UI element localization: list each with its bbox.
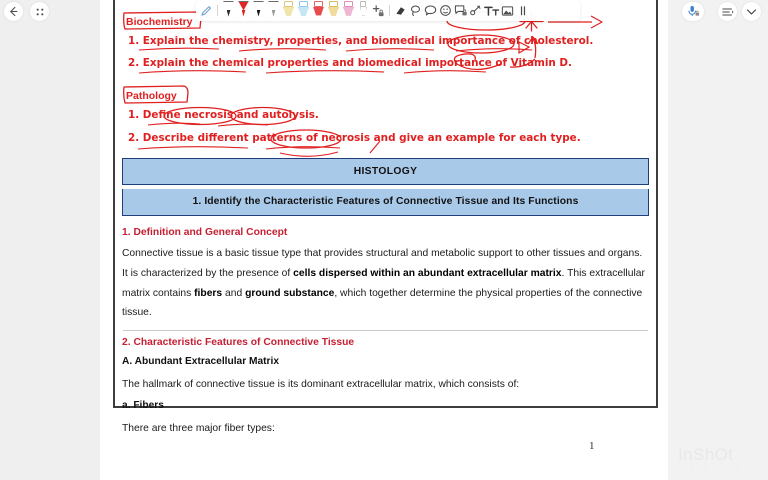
text-tt-icon xyxy=(484,5,500,17)
emphasis-text: fibers xyxy=(194,287,223,299)
section-2-line-fibers: There are three major fiber types: xyxy=(122,422,275,434)
grid-menu-icon xyxy=(35,7,45,17)
handwritten-path-item-2 xyxy=(128,132,649,144)
microphone-button[interactable] xyxy=(682,2,704,21)
image-button[interactable] xyxy=(500,1,515,21)
handwritten-text: 1. Define necrosis and autolysis. xyxy=(128,109,319,121)
pen-tool[interactable] xyxy=(199,1,214,21)
add-tool-button[interactable] xyxy=(371,1,386,21)
link-button[interactable] xyxy=(468,1,483,21)
document-frame xyxy=(113,0,658,434)
right-side-panel xyxy=(668,0,768,480)
drawing-toolbar[interactable] xyxy=(196,0,580,21)
chevron-down-icon xyxy=(746,8,757,16)
plus-lock-icon xyxy=(372,4,385,18)
eraser-button[interactable] xyxy=(393,1,408,21)
handwritten-biochem-item-2 xyxy=(128,57,649,69)
note-lock-icon xyxy=(454,4,468,17)
grid-menu-button[interactable] xyxy=(30,2,49,21)
note-lock-button[interactable] xyxy=(453,1,468,21)
highlighter-gold-tool[interactable] xyxy=(326,1,341,21)
microphone-lock-icon xyxy=(686,5,701,18)
section-2-sub-fibers: a. Fibers xyxy=(122,399,164,411)
handwritten-path-item-1 xyxy=(128,109,649,121)
smiley-button[interactable] xyxy=(438,1,453,21)
pause-icon xyxy=(518,5,528,17)
list-view-button[interactable] xyxy=(718,2,737,21)
list-view-icon xyxy=(722,7,734,17)
toolbar-divider-2 xyxy=(389,5,390,16)
back-arrow-icon xyxy=(8,6,19,17)
handwritten-text: 2. Describe different patterns of necrosis and give an example for each type. xyxy=(128,132,581,144)
highlighter-red-tool[interactable] xyxy=(311,1,326,21)
pencil-icon xyxy=(200,4,213,17)
highlighter-blue-tool[interactable] xyxy=(296,1,311,21)
pen-grey-tool[interactable] xyxy=(266,1,281,21)
highlighter-extra-tool[interactable] xyxy=(356,1,371,21)
smiley-icon xyxy=(439,4,452,17)
pause-button[interactable] xyxy=(515,1,530,21)
pen-black-tool[interactable] xyxy=(221,1,236,21)
lasso-icon xyxy=(409,4,422,17)
inshot-watermark-subtitle: V I D E O E D I T O R xyxy=(690,463,764,475)
toolbar-divider xyxy=(217,5,218,16)
page-number: 1 xyxy=(589,440,595,452)
body-text: and xyxy=(222,287,246,299)
lasso-button[interactable] xyxy=(408,1,423,21)
section-divider xyxy=(123,330,648,331)
handwritten-biochem-item-1 xyxy=(128,35,649,47)
link-icon xyxy=(469,4,482,17)
emphasis-text: cells dispersed within an abundant extracellular matrix xyxy=(293,267,562,279)
pen-red-tool[interactable] xyxy=(236,1,251,21)
body-text: , which together determine the physical properties of the connective tissue. xyxy=(122,287,643,319)
body-text: Connective tissue is a basic tissue type that provides structural and metabolic support to other tissues and organs. It is characterized by the presence of xyxy=(122,248,643,279)
section-2-sub-a: A. Abundant Extracellular Matrix xyxy=(122,356,279,368)
collapse-button[interactable] xyxy=(742,2,761,21)
body-text: . This extracellular matrix contains xyxy=(122,267,645,299)
handwritten-text: 1. Explain the chemistry, properties, and biomedical importance of cholesterol. xyxy=(128,35,594,47)
section-2-heading: 2. Characteristic Features of Connective Tissue xyxy=(122,337,355,349)
document-page xyxy=(100,0,668,480)
image-icon xyxy=(501,5,514,17)
speech-bubble-icon xyxy=(424,4,437,17)
handwritten-biochemistry-title: Biochemistry xyxy=(126,16,193,28)
shape-button[interactable] xyxy=(423,1,438,21)
section-1-heading: 1. Definition and General Concept xyxy=(122,227,288,238)
back-button[interactable] xyxy=(4,2,23,21)
inshot-watermark: InShOt xyxy=(678,445,734,464)
pen-dark-tool[interactable] xyxy=(251,1,266,21)
highlighter-yellow-tool[interactable] xyxy=(281,1,296,21)
eraser-icon xyxy=(394,5,407,17)
objective-banner: 1. Identify the Characteristic Features of Connective Tissue and Its Functions xyxy=(122,189,649,216)
left-gutter xyxy=(0,0,100,480)
text-button[interactable] xyxy=(483,1,500,21)
section-1-paragraph xyxy=(122,244,649,323)
histology-banner: HISTOLOGY xyxy=(122,158,649,185)
highlighter-pink-tool[interactable] xyxy=(341,1,356,21)
handwritten-text: 2. Explain the chemical properties and biomedical importance of Vitamin D. xyxy=(128,57,573,69)
emphasis-text: ground substance xyxy=(245,287,335,299)
section-2-line-a: The hallmark of connective tissue is its dominant extracellular matrix, which consists of: xyxy=(122,379,520,391)
handwritten-pathology-title: Pathology xyxy=(126,90,177,102)
